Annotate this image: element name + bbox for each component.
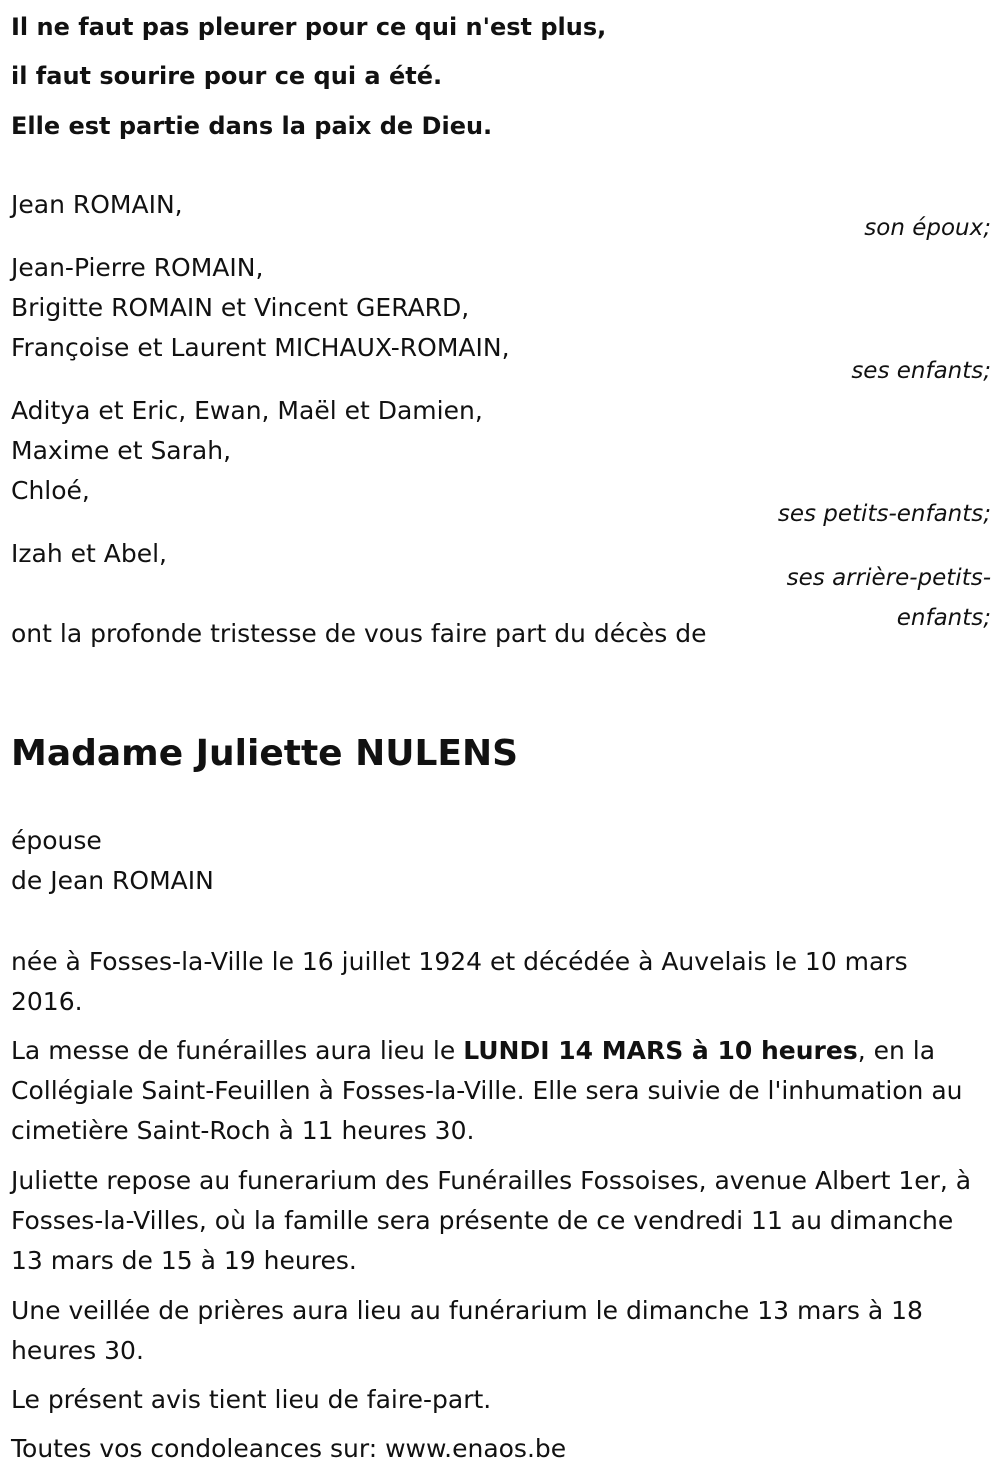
notice-text: Le présent avis tient lieu de faire-part. xyxy=(11,1385,492,1414)
funeral-text-after: , en la Collégiale Saint-Feuillen à Fosses-la-Ville. Elle sera suivie de l'inhumation au cimetière Saint-Roch à 11 heures 30. xyxy=(11,1036,963,1145)
great-grandchild-name-1: Izah et Abel, xyxy=(11,539,167,568)
funeral-details xyxy=(11,1031,986,1151)
vigil-details: Une veillée de prières aura lieu au funérarium le dimanche 13 mars à 18 heures 30. xyxy=(11,1296,923,1365)
grandchild-name-2: Maxime et Sarah, xyxy=(11,436,232,465)
child-name-1: Jean-Pierre ROMAIN, xyxy=(11,253,264,282)
grandchild-name-1: Aditya et Eric, Ewan, Maël et Damien, xyxy=(11,396,483,425)
quote-line-1: Il ne faut pas pleurer pour ce qui n'est plus, xyxy=(11,13,607,41)
spouse-name: Jean ROMAIN, xyxy=(11,190,183,219)
child-name-2: Brigitte ROMAIN et Vincent GERARD, xyxy=(11,293,470,322)
funeral-date: LUNDI 14 MARS à 10 heures xyxy=(463,1036,858,1065)
grandchildren-relation: ses petits-enfants; xyxy=(777,501,991,527)
funeral-text-before: La messe de funérailles aura lieu le xyxy=(11,1036,464,1065)
rest-details: Juliette repose au funerarium des Funérailles Fossoises, avenue Albert 1er, à Fosses-la-Villes, où la famille sera présente de ce vendredi 11 au dimanche 13 mars de 15 à 19 heures. xyxy=(11,1166,972,1275)
spouse-of-line-1: épouse xyxy=(11,826,102,855)
announcement-text: ont la profonde tristesse de vous faire part du décès de xyxy=(11,619,707,648)
birth-death-details: née à Fosses-la-Ville le 16 juillet 1924 et décédée à Auvelais le 10 mars 2016. xyxy=(11,947,908,1016)
deceased-name: Madame Juliette NULENS xyxy=(11,733,519,774)
spouse-of-line-2: de Jean ROMAIN xyxy=(11,866,214,895)
children-relation: ses enfants; xyxy=(851,358,991,384)
grandchild-name-3: Chloé, xyxy=(11,476,90,505)
quote-line-2: il faut sourire pour ce qui a été. xyxy=(11,62,443,90)
condolences-text: Toutes vos condoleances sur: www.enaos.be xyxy=(11,1434,567,1463)
spouse-relation: son époux; xyxy=(864,215,991,241)
great-grandchildren-relation: ses arrière-petits-enfants; xyxy=(786,565,991,631)
child-name-3: Françoise et Laurent MICHAUX-ROMAIN, xyxy=(11,333,510,362)
quote-line-3: Elle est partie dans la paix de Dieu. xyxy=(11,112,493,140)
